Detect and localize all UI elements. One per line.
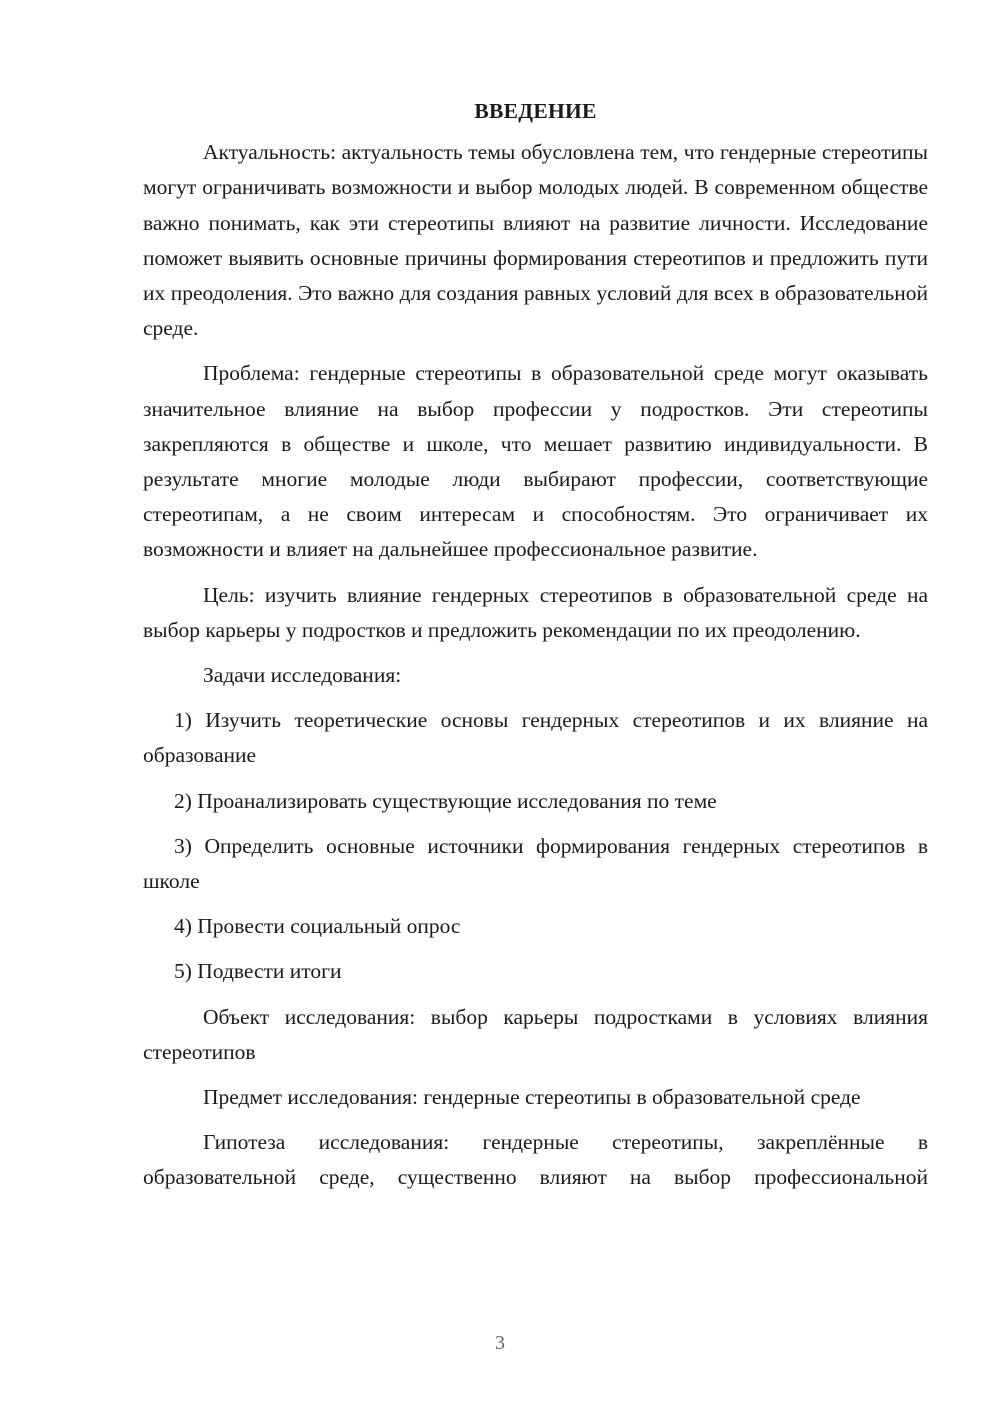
paragraph-object: Объект исследования: выбор карьеры подростками в условиях влияния стереотипов xyxy=(143,1004,928,1064)
task-item-1: 1) Изучить теоретические основы гендерных стереотипов и их влияние на образование xyxy=(143,708,928,768)
tasks-heading: Задачи исследования: xyxy=(203,663,402,688)
task-item-5: 5) Подвести итоги xyxy=(174,959,342,984)
task-item-3: 3) Определить основные источники формирования гендерных стереотипов в школе xyxy=(143,833,928,894)
task-item-4: 4) Провести социальный опрос xyxy=(174,914,461,939)
paragraph-relevance: Актуальность: актуальность темы обусловлена тем, что гендерные стереотипы могут ограничивать возможности и выбор молодых людей. В современном обществе важно понимать, как эти стереотипы влияют на развитие личности. Исследование поможет выявить основные причины формирования стереотипов и предложить пути их преодоления. Это важно для создания равных условий для всех в образовательной среде. xyxy=(143,140,928,341)
paragraph-subject: Предмет исследования: гендерные стереотипы в образовательной среде xyxy=(203,1085,861,1110)
task-item-2: 2) Проанализировать существующие исследования по теме xyxy=(174,788,717,813)
page-number: 3 xyxy=(495,1332,505,1354)
paragraph-goal: Цель: изучить влияние гендерных стереотипов в образовательной среде на выбор карьеры у подростков и предложить рекомендации по их преодолению. xyxy=(143,582,928,642)
paragraph-hypothesis: Гипотеза исследования: гендерные стереотипы, закреплённые в образовательной среде, существенно влияют на выбор профессиональной xyxy=(143,1130,928,1190)
page-content xyxy=(143,94,928,1206)
page-title: ВВЕДЕНИЕ xyxy=(474,99,597,123)
paragraph-problem: Проблема: гендерные стереотипы в образовательной среде могут оказывать значительное влияние на выбор профессии у подростков. Эти стереотипы закрепляются в обществе и школе, что мешает развитию индивидуальности. В результате многие молодые люди выбирают профессии, соответствующие стереотипам, а не своим интересам и способностям. Это ограничивает их возможности и влияет на дальнейшее профессиональное развитие. xyxy=(143,361,928,562)
